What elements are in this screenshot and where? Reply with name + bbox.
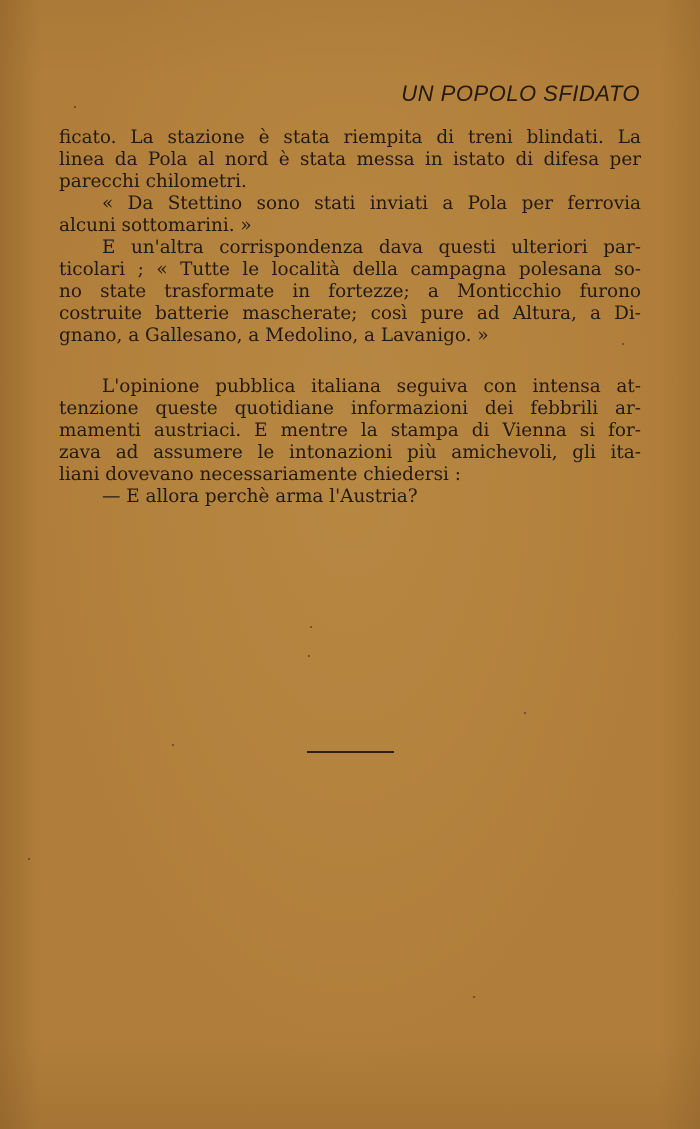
paper-speck <box>622 343 624 345</box>
text-line: gnano, a Gallesano, a Medolino, a Lavanigo. » <box>59 325 489 346</box>
text-line: — E allora perchè arma l'Austria? <box>102 486 418 507</box>
paper-speck <box>308 655 310 657</box>
paper-speck <box>74 106 76 108</box>
text-line: linea da Pola al nord è stata messa in istato di difesa per <box>59 149 641 170</box>
text-line: « Da Stettino sono stati inviati a Pola per ferrovia <box>102 193 641 214</box>
text-line: parecchi chilometri. <box>59 171 247 192</box>
text-line: no state trasformate in fortezze; a Monticchio furono <box>59 281 641 302</box>
text-line: mamenti austriaci. E mentre la stampa di Vienna si for- <box>59 420 641 441</box>
text-line: tenzione queste quotidiane informazioni dei febbrili ar- <box>59 398 641 419</box>
running-head: UN POPOLO SFIDATO <box>401 81 640 106</box>
section-end-rule <box>307 751 394 753</box>
text-line: costruite batterie mascherate; così pure ad Altura, a Di- <box>59 303 641 324</box>
paper-speck <box>28 858 30 860</box>
paper-speck <box>473 996 475 998</box>
text-line: E un'altra corrispondenza dava questi ulteriori par- <box>102 237 641 258</box>
text-line: ficato. La stazione è stata riempita di treni blindati. La <box>59 127 641 148</box>
paper-speck <box>310 626 312 628</box>
body-text <box>59 127 641 508</box>
paragraph-gap <box>59 347 641 376</box>
text-line: alcuni sottomarini. » <box>59 215 252 236</box>
text-line: ticolari ; « Tutte le località della campagna polesana so- <box>59 259 641 280</box>
text-line: zava ad assumere le intonazioni più amichevoli, gli ita- <box>59 442 641 463</box>
text-line: L'opinione pubblica italiana seguiva con intensa at- <box>102 376 641 397</box>
paper-speck <box>172 744 174 746</box>
paper-speck <box>524 712 526 714</box>
text-line: liani dovevano necessariamente chiedersi : <box>59 464 461 485</box>
